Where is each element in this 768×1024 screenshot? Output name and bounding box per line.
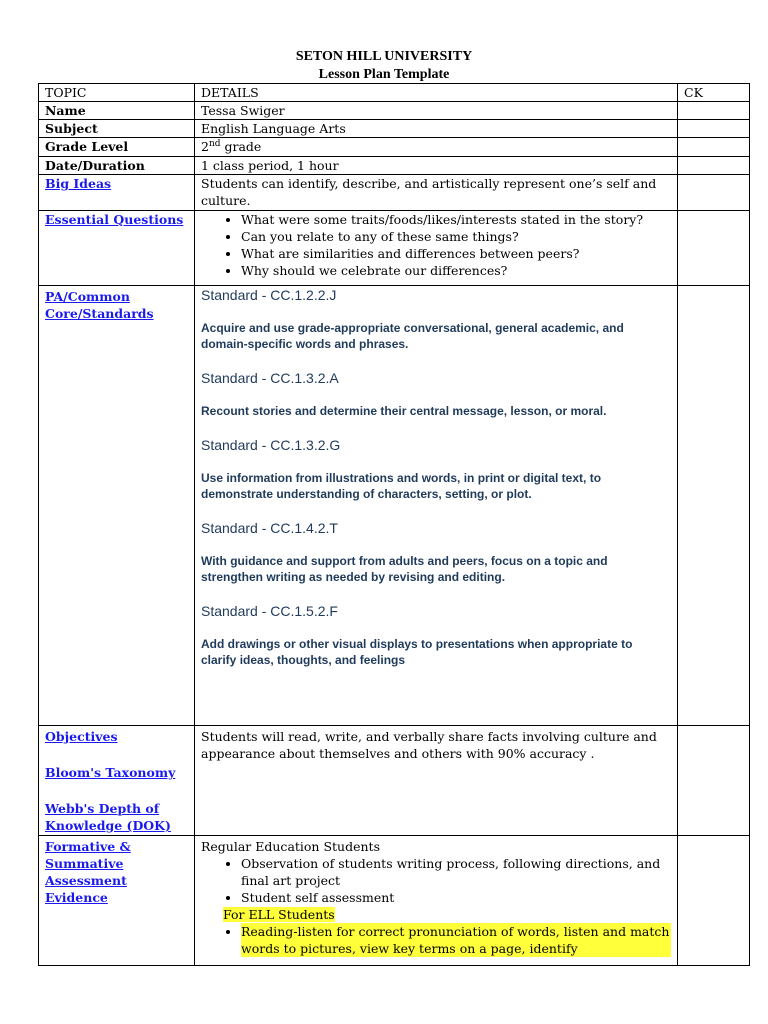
ck-cell (678, 836, 750, 966)
ck-cell (678, 120, 750, 138)
assessment-cell (39, 836, 195, 966)
standard-text: Add drawings or other visual displays to presentations when appropriate to clarify ideas, thoughts, and feelings (201, 637, 633, 667)
table-row (39, 102, 750, 120)
assessment-link[interactable]: Formative & Summative Assessment Evidence (45, 839, 131, 905)
regular-students-label: Regular Education Students (201, 839, 380, 854)
objectives-value: Students will read, write, and verbally share facts involving culture and appearance about themselves and others with 90% accuracy . (195, 726, 678, 836)
standards-cell (39, 286, 195, 726)
standard-title: Standard - CC.1.2.2.J (201, 287, 337, 303)
assessment-value (195, 836, 678, 966)
table-row (39, 836, 750, 966)
ell-students-label: For ELL Students (223, 907, 335, 922)
ck-cell (678, 157, 750, 175)
ck-cell (678, 286, 750, 726)
list-item: • Observation of students writing process, following directions, and final art project (241, 855, 671, 889)
table-row (39, 211, 750, 286)
blooms-taxonomy-link[interactable]: Bloom's Taxonomy (45, 765, 176, 780)
document-heading (0, 48, 768, 84)
ell-label-wrap (201, 906, 671, 923)
big-ideas-value: Students can identify, describe, and artistically represent one’s self and culture. (195, 175, 678, 211)
essential-questions-list (201, 211, 671, 279)
col-topic-header: TOPIC (39, 84, 195, 102)
standard-title: Standard - CC.1.4.2.T (201, 520, 338, 536)
university-title: SETON HILL UNIVERSITY (295, 49, 473, 64)
list-item: • Reading-listen for correct pronunciation of words, listen and match words to pictures, view key terms on a page, identify (241, 923, 671, 957)
table-row (39, 286, 750, 726)
list-item: • What were some traits/foods/likes/interests stated in the story? (241, 211, 671, 228)
standard-title: Standard - CC.1.3.2.A (201, 370, 339, 386)
big-ideas-cell (39, 175, 195, 211)
ck-cell (678, 175, 750, 211)
big-ideas-link[interactable]: Big Ideas (45, 176, 112, 191)
grade-text: grade (220, 139, 262, 154)
essential-questions-cell (39, 211, 195, 286)
list-item: • Student self assessment (241, 889, 671, 906)
col-ck-header: CK (678, 84, 750, 102)
objectives-cell (39, 726, 195, 836)
table-row (39, 157, 750, 175)
lesson-plan-table (38, 83, 750, 966)
name-label: Name (39, 102, 195, 120)
grade-number: 2 (201, 139, 209, 154)
standard-title: Standard - CC.1.3.2.G (201, 437, 341, 453)
standard-title: Standard - CC.1.5.2.F (201, 603, 338, 619)
grade-suffix: nd (208, 138, 221, 149)
table-row (39, 120, 750, 138)
ell-assessment-list (201, 923, 671, 957)
grade-value (195, 138, 678, 157)
essential-questions-link[interactable]: Essential Questions (45, 212, 184, 227)
ck-cell (678, 138, 750, 157)
ck-cell (678, 211, 750, 286)
date-value: 1 class period, 1 hour (195, 157, 678, 175)
subject-label: Subject (39, 120, 195, 138)
standards-value (195, 286, 678, 726)
date-label: Date/Duration (39, 157, 195, 175)
template-title: Lesson Plan Template (318, 67, 450, 82)
standards-link-line2[interactable]: Core/Standards (45, 306, 154, 321)
standard-text: Recount stories and determine their central message, lesson, or moral. (201, 404, 607, 418)
objectives-link[interactable]: Objectives (45, 729, 118, 744)
assessment-list (201, 855, 671, 906)
essential-questions-value (195, 211, 678, 286)
table-row (39, 175, 750, 211)
standard-text: Acquire and use grade-appropriate conversational, general academic, and domain-specific words and phrases. (201, 321, 624, 351)
subject-value: English Language Arts (195, 120, 678, 138)
list-item: • What are similarities and differences between peers? (241, 245, 671, 262)
ck-cell (678, 102, 750, 120)
standard-text: Use information from illustrations and words, in print or digital text, to demonstrate understanding of characters, setting, or plot. (201, 471, 602, 501)
grade-label: Grade Level (39, 138, 195, 157)
col-details-header: DETAILS (195, 84, 678, 102)
list-item: • Why should we celebrate our differences? (241, 262, 671, 279)
list-item: • Can you relate to any of these same things? (241, 228, 671, 245)
ck-cell (678, 726, 750, 836)
table-row (39, 138, 750, 157)
standards-link-line1[interactable]: PA/Common (45, 289, 130, 304)
name-value: Tessa Swiger (195, 102, 678, 120)
table-row (39, 726, 750, 836)
standard-text: With guidance and support from adults and peers, focus on a topic and strengthen writing as needed by revising and editing. (201, 554, 608, 584)
webbs-dok-link[interactable]: Webb's Depth of Knowledge (DOK) (45, 801, 171, 833)
table-header-row (39, 84, 750, 102)
